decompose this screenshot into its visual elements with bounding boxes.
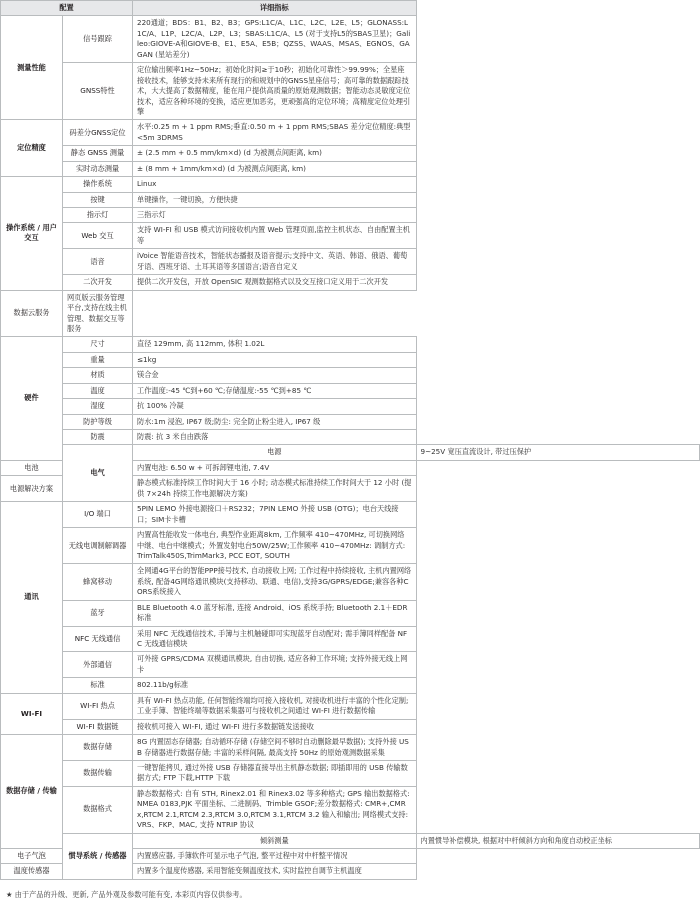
table-row — [1, 719, 700, 734]
subcategory-cell: GNSS特性 — [63, 63, 133, 120]
subcategory-cell: 湿度 — [63, 399, 133, 414]
value-cell: 三指示灯 — [133, 208, 416, 223]
subcategory-cell: 温度传感器 — [1, 864, 63, 879]
table-row — [1, 161, 700, 176]
subcategory-cell: 电源解决方案 — [1, 476, 63, 502]
value-cell: ± (2.5 mm + 0.5 mm/km×d) (d 为被测点间距离, km) — [133, 146, 416, 161]
category-cell: 硬件 — [1, 337, 63, 461]
table-row — [1, 146, 700, 161]
value-cell: 抗 100% 冷凝 — [133, 399, 416, 414]
subcategory-cell: 蜂窝移动 — [63, 564, 133, 600]
value-cell: 内置惯导补偿模块, 根据对中杆倾斜方向和角度自动校正坐标 — [416, 833, 700, 848]
value-cell: 内置多个温度传感器, 采用智能变频温度技术, 实时监控自调节主机温度 — [133, 864, 416, 879]
value-cell: ≤1kg — [133, 352, 416, 367]
table-row — [1, 399, 700, 414]
value-cell: 镁合金 — [133, 368, 416, 383]
subcategory-cell: 指示灯 — [63, 208, 133, 223]
value-cell: 水平:0.25 m + 1 ppm RMS;垂直:0.50 m + 1 ppm RMS;SBAS 差分定位精度:典型 <5m 3DRMS — [133, 120, 416, 146]
value-cell: 采用 NFC 无线通信技术, 手簿与主机触碰即可实现蓝牙自动配对; 需手簿同样配备 NFC 无线通信模块 — [133, 626, 416, 652]
value-cell: 802.11b/g标准 — [133, 678, 416, 693]
value-cell: 防震: 抗 3 米自由跌落 — [133, 430, 416, 445]
value-cell: 接收机可接入 WI-FI, 通过 WI-FI 进行多数据链发送接收 — [133, 719, 416, 734]
table-row — [1, 430, 700, 445]
category-cell: WI-FI — [1, 693, 63, 734]
table-row — [1, 678, 700, 693]
footnote-text: ★ 由于产品的升级、更新, 产品外观及参数可能有变, 本彩页内容仅供参考。 — [6, 889, 247, 899]
value-cell: 支持 WI-FI 和 USB 模式访问接收机内置 Web 管理页面,监控主机状态、自由配置主机等 — [133, 223, 416, 249]
table-row — [1, 786, 700, 833]
subcategory-cell: 数据格式 — [63, 786, 133, 833]
subcategory-cell: 按键 — [63, 192, 133, 207]
value-cell: 可外接 GPRS/CDMA 双模通讯模块, 自由切换, 适应各种工作环境; 支持外接无线上网卡 — [133, 652, 416, 678]
subcategory-cell: 电池 — [1, 460, 63, 475]
subcategory-cell: Web 交互 — [63, 223, 133, 249]
subcategory-cell: I/O 端口 — [63, 502, 133, 528]
category-cell: 电气 — [63, 445, 133, 502]
table-row — [1, 120, 700, 146]
category-cell: 惯导系统 / 传感器 — [63, 833, 133, 879]
subcategory-cell: WI-FI 数据链 — [63, 719, 133, 734]
subcategory-cell: 蓝牙 — [63, 600, 133, 626]
subcategory-cell: 无线电调制解调器 — [63, 528, 133, 564]
table-row — [1, 528, 700, 564]
subcategory-cell: NFC 无线通信 — [63, 626, 133, 652]
header-detail: 详细指标 — [133, 1, 416, 16]
value-cell: iVoice 智能语音技术，智能状态播报及语音提示;支持中文、英语、韩语、俄语、葡萄牙语、西班牙语、土耳其语等多国语言;语音自定义 — [133, 249, 416, 275]
value-cell: ± (8 mm + 1mm/km×d) (d 为被测点间距离, km) — [133, 161, 416, 176]
table-row — [1, 352, 700, 367]
table-row — [1, 502, 700, 528]
subcategory-cell: 防震 — [63, 430, 133, 445]
subcategory-cell: 二次开发 — [63, 275, 133, 290]
table-row — [1, 414, 700, 429]
table-row — [1, 368, 700, 383]
table-row — [1, 626, 700, 652]
value-cell: 具有 WI-FI 热点功能, 任何智能终端均可接入接收机, 对接收机进行丰富的个性化定制; 工业手簿、智能终端等数据采集器可与接收机之间通过 WI-FI 进行数据传输 — [133, 693, 416, 719]
category-cell: 操作系统 / 用户交互 — [1, 177, 63, 291]
table-row — [1, 760, 700, 786]
value-cell: 内置感应器, 手簿软件可显示电子气泡, 整平过程中对中杆整平情况 — [133, 849, 416, 864]
subcategory-cell: 操作系统 — [63, 177, 133, 192]
value-cell: 提供二次开发包，开放 OpenSIC 观测数据格式以及交互接口定义用于二次开发 — [133, 275, 416, 290]
value-cell: 定位输出频率1Hz~50Hz；初始化时间≥于10秒；初始化可靠性＞99.99%；全星座接收技术，能够支持未来所有现行的和规划中的GNSS星座信号；高可靠的数据跟踪技术，大大提高了数据精度，能在用户提供高质量的原始观测数据；智能动态灵敏度定位技术，适应各种环境的变换，适应更加恶劣，更顽强高的定位环境；高精度定位处理引擎 — [133, 63, 416, 120]
subcategory-cell: 静态 GNSS 测量 — [63, 146, 133, 161]
subcategory-cell: 语音 — [63, 249, 133, 275]
table-row — [1, 600, 700, 626]
value-cell: 内置电池: 6.50 w + 可拆卸锂电池, 7.4V — [133, 460, 416, 475]
subcategory-cell: 倾斜测量 — [133, 833, 416, 848]
subcategory-cell: 数据传输 — [63, 760, 133, 786]
table-body — [1, 1, 700, 880]
header-config: 配置 — [1, 1, 133, 16]
value-cell: 9~25V 宽压直流设计, 带过压保护 — [416, 445, 700, 460]
subcategory-cell: 信号跟踪 — [63, 16, 133, 63]
category-cell: 测量性能 — [1, 16, 63, 120]
value-cell: BLE Bluetooth 4.0 蓝牙标准, 连接 Android、iOS 系统手持; Bluetooth 2.1＋EDR 标准 — [133, 600, 416, 626]
table-row — [1, 383, 700, 398]
value-cell: 防水:1m 浸泡, IP67 级;防尘: 完全防止粉尘进入, IP67 级 — [133, 414, 416, 429]
value-cell: 直径 129mm, 高 112mm, 体积 1.02L — [133, 337, 416, 352]
table-row — [1, 63, 700, 120]
subcategory-cell: 电源 — [133, 445, 416, 460]
table-row — [1, 192, 700, 207]
table-row — [1, 208, 700, 223]
category-cell: 通讯 — [1, 502, 63, 694]
subcategory-cell: 数据存储 — [63, 735, 133, 761]
value-cell: 5PIN LEMO 外接电源接口＋RS232；7PIN LEMO 外接 USB (OTG)；电台天线接口；SIM卡卡槽 — [133, 502, 416, 528]
value-cell: 全网通4G平台的智能PPP接号技术, 自动接收上网; 工作过程中持续接收, 主机内置网络系统, 配备4G网络通讯模块(支持移动、联通、电信),支持3G/GPRS/EDGE;兼容各种CORS系统接入 — [133, 564, 416, 600]
subcategory-cell: 温度 — [63, 383, 133, 398]
subcategory-cell: 数据云服务 — [1, 290, 63, 337]
value-cell: 静态模式标准持续工作时间大于 16 小时; 动态模式标准持续工作时间大于 12 小时 (提供 7×24h 持续工作电源解决方案) — [133, 476, 416, 502]
footnote — [0, 886, 700, 911]
table-row — [1, 249, 700, 275]
value-cell: 220通道；BDS：B1、B2、B3；GPS:L1C/A、L1C、L2C、L2E、L5；GLONASS:L1C/A、L1P、L2C/A、L2P、L3；SBAS:L1C/A、L5 (对于支持L5的SBAS卫星)；Galileo:GIOVE-A和GIOVE-B、E1、E5A、E5B；QZSS、WAAS、MSAS、EGNOS、GAGAN (星站差分) — [133, 16, 416, 63]
value-cell: 单键操作，一键切换，方便快捷 — [133, 192, 416, 207]
table-row — [1, 833, 700, 848]
subcategory-cell: 实时动态测量 — [63, 161, 133, 176]
subcategory-cell: 重量 — [63, 352, 133, 367]
table-row — [1, 564, 700, 600]
table-row — [1, 693, 700, 719]
category-cell: 数据存储 / 传输 — [1, 735, 63, 849]
table-row — [1, 275, 700, 290]
value-cell: 静态数据格式: 自有 STH, Rinex2.01 和 Rinex3.02 等多种格式; GPS 输出数据格式: NMEA 0183,PJK 平面坐标、二进制码、Trimble GSOF;差分数据格式: CMR+,CMRx,RTCM 2.1,RTCM 2.3,RTCM 3.0,RTCM 3.1,RTCM 3.2 输入和输出; 网络模式支持: VRS、FKP、MAC, 支持 NTRIP 协议 — [133, 786, 416, 833]
table-row — [1, 177, 700, 192]
subcategory-cell: WI-FI 热点 — [63, 693, 133, 719]
table-row — [1, 445, 700, 460]
subcategory-cell: 防护等级 — [63, 414, 133, 429]
subcategory-cell: 外部通信 — [63, 652, 133, 678]
value-cell: 8G 内置固态存储器; 自动循环存储 (存储空间不够时自动删除最早数据); 支持外接 USB 存储器进行数据存储; 丰富的采样间隔, 最高支持 50Hz 的原始观测数据采集 — [133, 735, 416, 761]
table-row — [1, 735, 700, 761]
value-cell: 一键智能拷贝, 通过外接 USB 存储器直接导出主机静态数据; 即插即用的 USB 传输数据方式; FTP 下载,HTTP 下载 — [133, 760, 416, 786]
value-cell: Linux — [133, 177, 416, 192]
table-row — [1, 652, 700, 678]
table-row — [1, 337, 700, 352]
value-cell: 网页版云服务管理平台,支持在线主机管理、数据交互等服务 — [63, 290, 133, 337]
value-cell: 工作温度:-45 ℃到+60 ℃;存储温度:-55 ℃到+85 ℃ — [133, 383, 416, 398]
subcategory-cell: 材质 — [63, 368, 133, 383]
table-row — [1, 223, 700, 249]
subcategory-cell: 标准 — [63, 678, 133, 693]
table-row — [1, 16, 700, 63]
value-cell: 内置高性能收发一体电台, 典型作业距离8km, 工作频率 410~470MHz, 可切换网络中继、电台中继模式；外置发射电台50W/25W;工作频率 410~470MHz: 调制方式: TrimTalk450S,TrimMark3, PCC EOT, SOUTH — [133, 528, 416, 564]
table-row — [1, 290, 700, 337]
subcategory-cell: 尺寸 — [63, 337, 133, 352]
table-header-row — [1, 1, 700, 16]
subcategory-cell: 码差分GNSS定位 — [63, 120, 133, 146]
subcategory-cell: 电子气泡 — [1, 849, 63, 864]
category-cell: 定位精度 — [1, 120, 63, 177]
